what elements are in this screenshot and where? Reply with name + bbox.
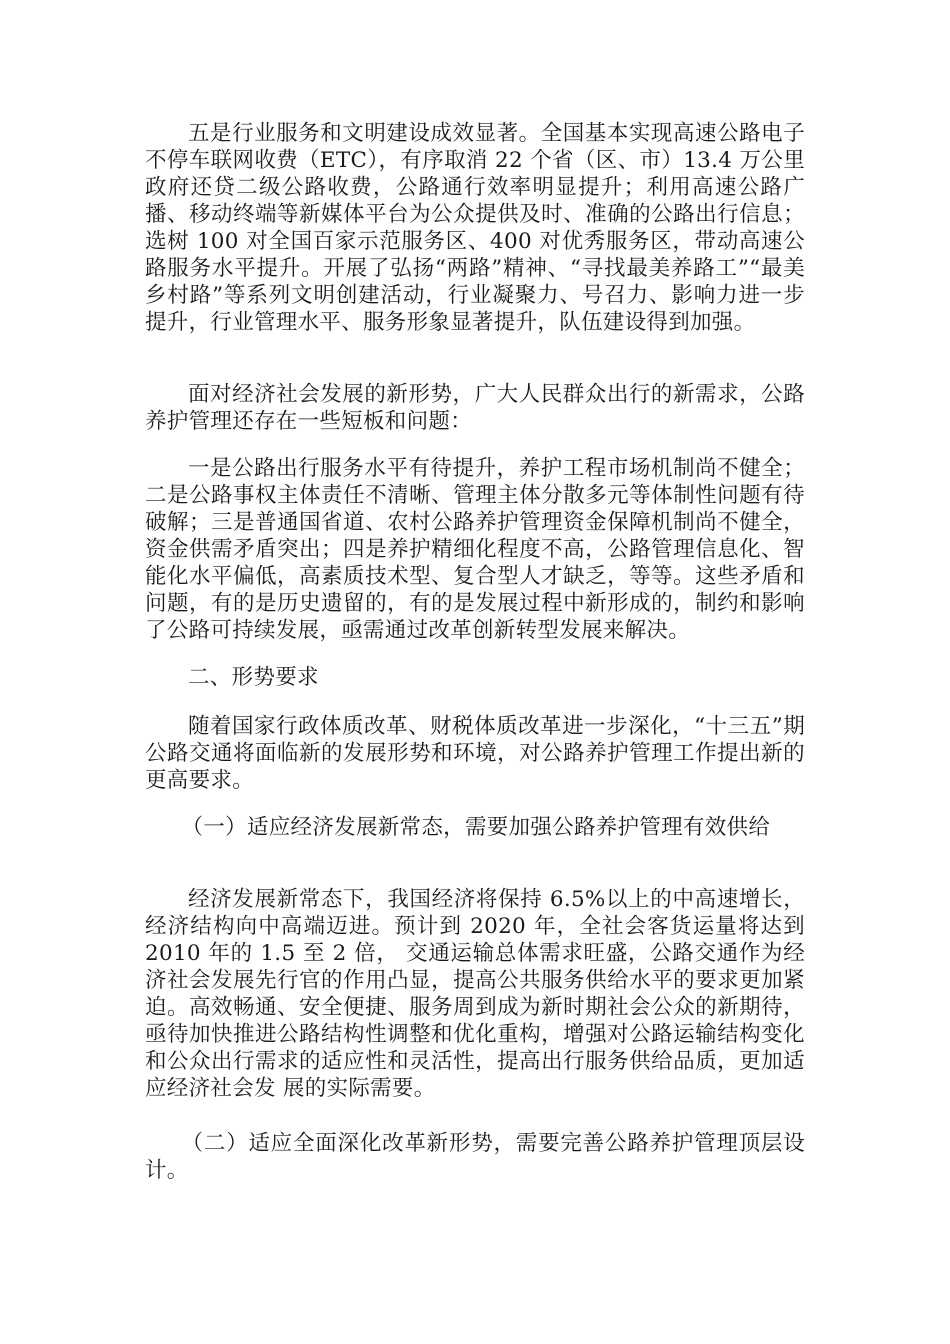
document-body bbox=[145, 120, 805, 1184]
subsection-heading-reform: （二）适应全面深化改革新形势，需要完善公路养护管理顶层设计。 bbox=[145, 1131, 805, 1183]
paragraph-problems-list: 一是公路出行服务水平有待提升，养护工程市场机制尚不健全；二是公路事权主体责任不清晰、管理主体分散多元等体制性问题有待破解；三是普通国省道、农村公路养护管理资金保障机制尚不健全，资金供需矛盾突出；四是养护精细化程度不高，公路管理信息化、智能化水平偏低，高素质技术型、复合型人才缺乏，等等。这些矛盾和问题，有的是历史遗留的，有的是发展过程中新形成的，制约和影响了公路可持续发展，亟需通过改革创新转型发展来解决。 bbox=[145, 456, 805, 643]
paragraph-situation-intro: 随着国家行政体质改革、财税体质改革进一步深化，“十三五”期公路交通将面临新的发展形势和环境，对公路养护管理工作提出新的更高要求。 bbox=[145, 714, 805, 793]
paragraph-new-normal: 经济发展新常态下，我国经济将保持 6.5%以上的中高速增长，经济结构向中高端迈进。预计到 2020 年，全社会客货运量将达到 2010 年的 1.5 至 2 倍， 交通运输总体需求旺盛，公路交通作为经济社会发展先行官的作用凸显，提高公共服务供给水平的要求更加紧迫。高效畅通、安全便捷、服务周到成为新时期社会公众的新期待，亟待加快推进公路结构性调整和优化重构，增强对公路运输结构变化和公众出行需求的适应性和灵活性，提高出行服务供给品质，更加适应经济社会发 展的实际需要。 bbox=[145, 887, 805, 1101]
subsection-heading-new-normal: （一）适应经济发展新常态，需要加强公路养护管理有效供给 bbox=[181, 815, 771, 840]
paragraph-problems-intro: 面对经济社会发展的新形势，广大人民群众出行的新需求，公路养护管理还存在一些短板和问题： bbox=[145, 382, 805, 434]
paragraph-service-achievements: 五是行业服务和文明建设成效显著。全国基本实现高速公路电子不停车联网收费（ETC），有序取消 22 个省（区、市）13.4 万公里政府还贷二级公路收费，公路通行效率明显提升；利用高速公路广播、移动终端等新媒体平台为公众提供及时、准确的公路出行信息；选树 100 对全国百家示范服务区、400 对优秀服务区，带动高速公路服务水平提升。开展了弘扬“两路”精神、“寻找最美养路工”“最美乡村路”等系列文明创建活动，行业凝聚力、号召力、影响力进一步提升，行业管理水平、服务形象显著提升，队伍建设得到加强。 bbox=[145, 121, 805, 335]
section-heading-situation: 二、形势要求 bbox=[188, 665, 319, 690]
